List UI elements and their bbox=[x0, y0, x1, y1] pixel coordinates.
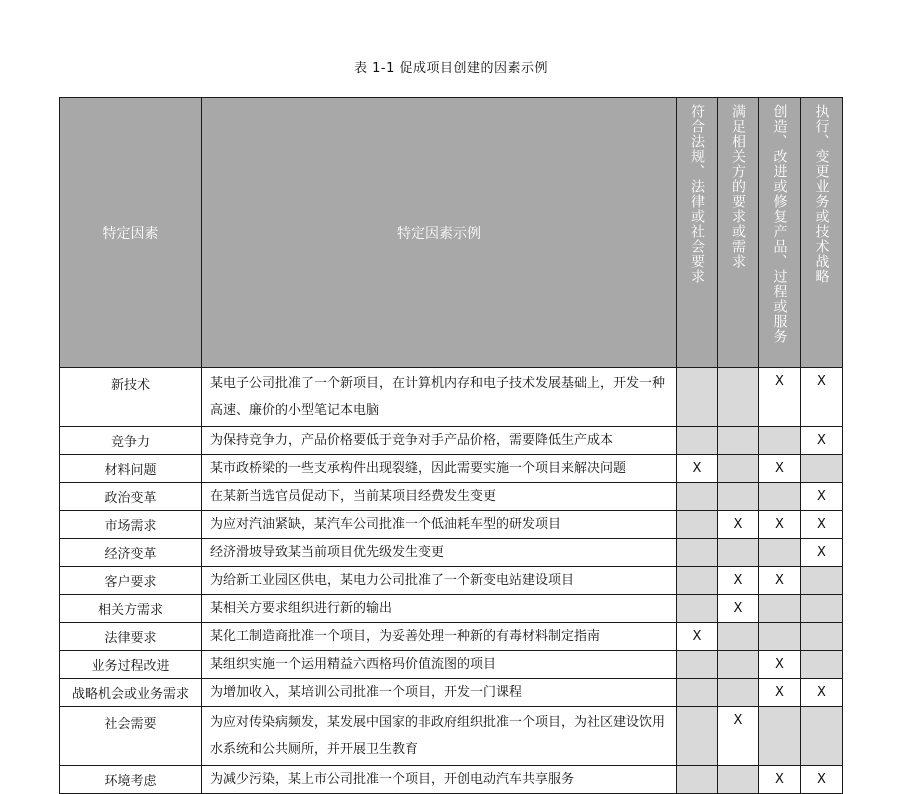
header-strategy-label: 执行、变更业务或技术战略 bbox=[813, 104, 830, 284]
mark-cell-c2 bbox=[718, 623, 759, 651]
table-caption: 表 1-1 促成项目创建的因素示例 bbox=[354, 61, 548, 76]
example-cell: 为保持竞争力，产品价格要低于竞争对手产品价格，需要降低生产成本 bbox=[202, 427, 677, 455]
table-row bbox=[60, 539, 843, 567]
mark-cell-c1 bbox=[677, 368, 718, 427]
factor-cell: 新技术 bbox=[60, 368, 202, 427]
mark-cell-c3: X bbox=[759, 567, 801, 595]
mark-cell-c2 bbox=[718, 427, 759, 455]
mark-cell-c4 bbox=[801, 455, 843, 483]
mark-cell-c2 bbox=[718, 766, 759, 794]
table-row bbox=[60, 651, 843, 679]
factor-cell: 环境考虑 bbox=[60, 766, 202, 794]
header-factor: 特定因素 bbox=[60, 98, 202, 368]
example-cell: 某化工制造商批准一个项目，为妥善处理一种新的有毒材料制定指南 bbox=[202, 623, 677, 651]
mark-cell-c3: X bbox=[759, 368, 801, 427]
header-create-improve-label: 创造、改进或修复产品、过程或服务 bbox=[771, 104, 788, 344]
mark-cell-c2 bbox=[718, 651, 759, 679]
table-row bbox=[60, 368, 843, 427]
mark-cell-c2: X bbox=[718, 567, 759, 595]
mark-cell-c4: X bbox=[801, 511, 843, 539]
table-row bbox=[60, 427, 843, 455]
factor-cell: 业务过程改进 bbox=[60, 651, 202, 679]
factor-cell: 相关方需求 bbox=[60, 595, 202, 623]
mark-cell-c2: X bbox=[718, 511, 759, 539]
table-body bbox=[60, 368, 843, 794]
mark-cell-c4: X bbox=[801, 679, 843, 707]
mark-cell-c4 bbox=[801, 595, 843, 623]
mark-cell-c3 bbox=[759, 595, 801, 623]
table-row bbox=[60, 679, 843, 707]
table-row bbox=[60, 455, 843, 483]
table-row bbox=[60, 623, 843, 651]
mark-cell-c4 bbox=[801, 651, 843, 679]
example-cell: 为应对传染病频发，某发展中国家的非政府组织批准一个项目，为社区建设饮用水系统和公共厕所，并开展卫生教育 bbox=[202, 707, 677, 766]
mark-cell-c3 bbox=[759, 539, 801, 567]
factor-cell: 战略机会或业务需求 bbox=[60, 679, 202, 707]
example-cell: 为减少污染，某上市公司批准一个项目，开创电动汽车共享服务 bbox=[202, 766, 677, 794]
header-stakeholder-needs bbox=[718, 98, 759, 368]
header-example: 特定因素示例 bbox=[202, 98, 677, 368]
mark-cell-c1: X bbox=[677, 623, 718, 651]
example-cell: 为增加收入，某培训公司批准一个项目，开发一门课程 bbox=[202, 679, 677, 707]
mark-cell-c3 bbox=[759, 623, 801, 651]
example-cell: 某市政桥梁的一些支承构件出现裂缝，因此需要实施一个项目来解决问题 bbox=[202, 455, 677, 483]
mark-cell-c1: X bbox=[677, 455, 718, 483]
table-row bbox=[60, 511, 843, 539]
factor-cell: 市场需求 bbox=[60, 511, 202, 539]
mark-cell-c4: X bbox=[801, 539, 843, 567]
example-cell: 为给新工业园区供电，某电力公司批准了一个新变电站建设项目 bbox=[202, 567, 677, 595]
example-cell: 某组织实施一个运用精益六西格玛价值流图的项目 bbox=[202, 651, 677, 679]
header-row bbox=[60, 98, 843, 368]
table-row bbox=[60, 483, 843, 511]
mark-cell-c1 bbox=[677, 567, 718, 595]
mark-cell-c1 bbox=[677, 766, 718, 794]
mark-cell-c1 bbox=[677, 651, 718, 679]
header-create-improve bbox=[759, 98, 801, 368]
mark-cell-c2 bbox=[718, 539, 759, 567]
mark-cell-c1 bbox=[677, 707, 718, 766]
factor-cell: 竞争力 bbox=[60, 427, 202, 455]
mark-cell-c3 bbox=[759, 427, 801, 455]
mark-cell-c3 bbox=[759, 483, 801, 511]
factor-cell: 经济变革 bbox=[60, 539, 202, 567]
mark-cell-c1 bbox=[677, 427, 718, 455]
project-factors-table bbox=[59, 97, 843, 794]
example-cell: 经济滑坡导致某当前项目优先级发生变更 bbox=[202, 539, 677, 567]
header-strategy bbox=[801, 98, 843, 368]
mark-cell-c1 bbox=[677, 679, 718, 707]
factor-cell: 客户要求 bbox=[60, 567, 202, 595]
header-stakeholder-needs-label: 满足相关方的要求或需求 bbox=[730, 104, 746, 269]
factor-cell: 政治变革 bbox=[60, 483, 202, 511]
mark-cell-c2 bbox=[718, 368, 759, 427]
mark-cell-c4 bbox=[801, 567, 843, 595]
table-row bbox=[60, 707, 843, 766]
example-cell: 某相关方要求组织进行新的输出 bbox=[202, 595, 677, 623]
mark-cell-c1 bbox=[677, 595, 718, 623]
mark-cell-c3 bbox=[759, 707, 801, 766]
mark-cell-c3: X bbox=[759, 511, 801, 539]
mark-cell-c4 bbox=[801, 707, 843, 766]
mark-cell-c4: X bbox=[801, 483, 843, 511]
mark-cell-c3: X bbox=[759, 455, 801, 483]
mark-cell-c3: X bbox=[759, 766, 801, 794]
mark-cell-c4: X bbox=[801, 368, 843, 427]
example-cell: 在某新当选官员促动下，当前某项目经费发生变更 bbox=[202, 483, 677, 511]
mark-cell-c1 bbox=[677, 511, 718, 539]
table-row bbox=[60, 567, 843, 595]
mark-cell-c2 bbox=[718, 679, 759, 707]
header-compliance-label: 符合法规、法律或社会要求 bbox=[689, 104, 705, 284]
factor-cell: 社会需要 bbox=[60, 707, 202, 766]
mark-cell-c2: X bbox=[718, 707, 759, 766]
mark-cell-c3: X bbox=[759, 679, 801, 707]
mark-cell-c3: X bbox=[759, 651, 801, 679]
mark-cell-c1 bbox=[677, 483, 718, 511]
example-cell: 某电子公司批准了一个新项目，在计算机内存和电子技术发展基础上，开发一种高速、廉价的小型笔记本电脑 bbox=[202, 368, 677, 427]
table-row bbox=[60, 766, 843, 794]
mark-cell-c4: X bbox=[801, 427, 843, 455]
mark-cell-c4 bbox=[801, 623, 843, 651]
mark-cell-c1 bbox=[677, 539, 718, 567]
mark-cell-c2: X bbox=[718, 595, 759, 623]
table-row bbox=[60, 595, 843, 623]
mark-cell-c2 bbox=[718, 483, 759, 511]
mark-cell-c2 bbox=[718, 455, 759, 483]
header-compliance bbox=[677, 98, 718, 368]
factor-cell: 材料问题 bbox=[60, 455, 202, 483]
example-cell: 为应对汽油紧缺，某汽车公司批准一个低油耗车型的研发项目 bbox=[202, 511, 677, 539]
mark-cell-c4: X bbox=[801, 766, 843, 794]
factor-cell: 法律要求 bbox=[60, 623, 202, 651]
